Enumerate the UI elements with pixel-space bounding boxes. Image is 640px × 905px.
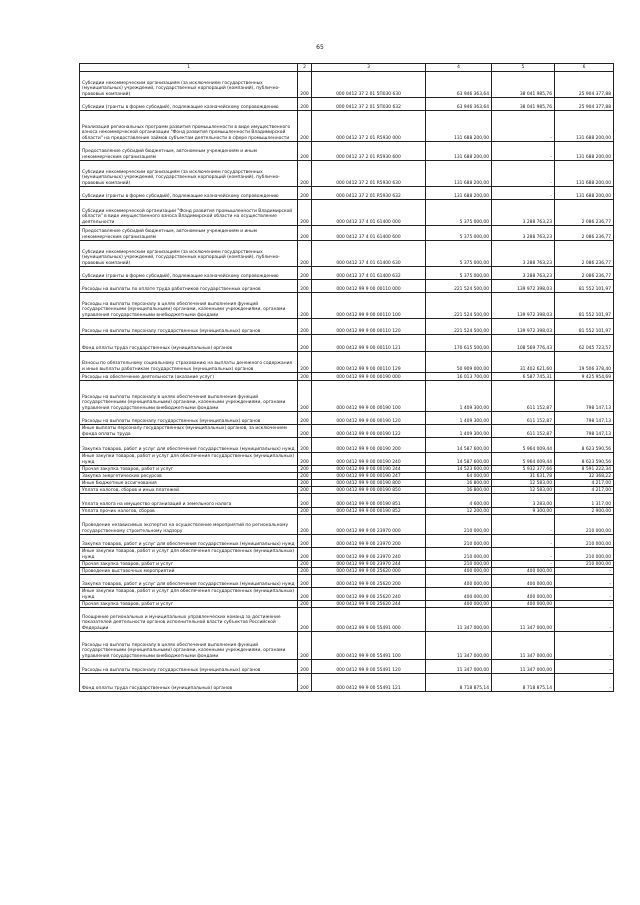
row-budget-code-cell: 000 0412 99 9 00 55491 000 xyxy=(312,608,426,632)
row-approved-amount-cell: 170 615 500,00 xyxy=(426,335,492,352)
row-approved-amount-cell: 400 000,00 xyxy=(426,575,492,588)
row-executed-amount-cell: 8 718 875,14 xyxy=(492,674,555,692)
table-row xyxy=(80,72,614,98)
row-unexecuted-amount-cell: 210 000,00 xyxy=(555,561,614,568)
row-approved-amount-cell: 210 000,00 xyxy=(426,515,492,535)
row-budget-code-cell: 000 0412 99 9 00 00190 800 xyxy=(312,480,426,487)
table-row xyxy=(80,373,614,381)
row-admin-code-cell: 200 xyxy=(298,453,312,466)
row-admin-code-cell: 200 xyxy=(298,466,312,473)
row-name-cell: Расходы на выплаты персоналу государственных (муниципальных) органов xyxy=(80,319,298,335)
row-admin-code-cell: 200 xyxy=(298,267,312,280)
row-budget-code-cell: 000 0412 37 4 01 61400 600 xyxy=(312,226,426,241)
row-approved-amount-cell: 63 946 363,64 xyxy=(426,98,492,111)
row-name-cell: Иные закупки товаров, работ и услуг для обеспечения государственных (муниципальных) нужд xyxy=(80,453,298,466)
row-approved-amount-cell: 16 013 700,00 xyxy=(426,373,492,381)
row-approved-amount-cell: 1 409 300,00 xyxy=(426,381,492,412)
row-approved-amount-cell: 1 409 300,00 xyxy=(426,425,492,438)
row-admin-code-cell: 200 xyxy=(298,352,312,373)
row-unexecuted-amount-cell: 2 086 236,77 xyxy=(555,200,614,226)
row-budget-code-cell: 000 0412 37 2 01 R5930 000 xyxy=(312,111,426,142)
header-col-1: 1 xyxy=(80,64,298,72)
row-admin-code-cell: 200 xyxy=(298,226,312,241)
row-admin-code-cell: 200 xyxy=(298,515,312,535)
row-executed-amount-cell: 3 288 763,23 xyxy=(492,241,555,267)
row-admin-code-cell: 200 xyxy=(298,373,312,381)
row-executed-amount-cell: 11 347 000,00 xyxy=(492,660,555,674)
row-executed-amount-cell: 5 932 377,66 xyxy=(492,466,555,473)
row-name-cell: Расходы на выплаты персоналу в целях обеспечения выполнения функций государственными (муниципальными) органами, казенными учреждениями, органами управления государственными внебюджетными фондами xyxy=(80,632,298,660)
row-admin-code-cell: 200 xyxy=(298,187,312,200)
row-name-cell: Предоставление субсидий бюджетным, автономным учреждениям и иным некоммерческим организациям xyxy=(80,142,298,161)
row-unexecuted-amount-cell: 210 000,00 xyxy=(555,535,614,548)
row-name-cell: Расходы на обеспечение деятельности (оказание услуг) xyxy=(80,373,298,381)
row-approved-amount-cell: 131 688 200,00 xyxy=(426,187,492,200)
row-name-cell: Субсидии (гранты в форме субсидий), подлежащие казначейскому сопровождению xyxy=(80,267,298,280)
row-admin-code-cell: 200 xyxy=(298,660,312,674)
row-name-cell: Проведение выставочных мероприятий xyxy=(80,568,298,575)
row-executed-amount-cell: 38 041 985,76 xyxy=(492,98,555,111)
row-admin-code-cell: 200 xyxy=(298,111,312,142)
row-name-cell: Закупка энергетических ресурсов xyxy=(80,473,298,480)
row-executed-amount-cell: - xyxy=(492,561,555,568)
row-unexecuted-amount-cell: - xyxy=(555,568,614,575)
row-executed-amount-cell: 31 631,78 xyxy=(492,473,555,480)
row-unexecuted-amount-cell: 1 317,00 xyxy=(555,494,614,508)
row-budget-code-cell: 000 0412 99 9 00 25620 000 xyxy=(312,568,426,575)
row-unexecuted-amount-cell: 131 688 200,00 xyxy=(555,161,614,187)
row-budget-code-cell: 000 0412 99 9 00 55491 121 xyxy=(312,674,426,692)
row-admin-code-cell: 200 xyxy=(298,200,312,226)
row-unexecuted-amount-cell: 81 552 101,97 xyxy=(555,319,614,335)
row-executed-amount-cell: - xyxy=(492,111,555,142)
row-unexecuted-amount-cell: 4 217,00 xyxy=(555,480,614,487)
row-executed-amount-cell: 139 972 398,03 xyxy=(492,319,555,335)
row-executed-amount-cell: 3 288 763,23 xyxy=(492,200,555,226)
table-row xyxy=(80,494,614,508)
row-admin-code-cell: 200 xyxy=(298,161,312,187)
row-executed-amount-cell: 5 964 009,44 xyxy=(492,453,555,466)
row-budget-code-cell: 000 0412 99 9 00 00190 851 xyxy=(312,494,426,508)
table-body xyxy=(80,72,614,692)
row-approved-amount-cell: 16 800,00 xyxy=(426,480,492,487)
row-budget-code-cell: 000 0412 37 4 01 61400 630 xyxy=(312,241,426,267)
row-budget-code-cell: 000 0412 99 9 00 00110 120 xyxy=(312,319,426,335)
row-approved-amount-cell: 5 375 000,00 xyxy=(426,267,492,280)
row-budget-code-cell: 000 0412 37 2 01 5П030 632 xyxy=(312,98,426,111)
row-executed-amount-cell: - xyxy=(492,548,555,561)
row-unexecuted-amount-cell: 210 000,00 xyxy=(555,515,614,535)
row-executed-amount-cell: 400 000,00 xyxy=(492,568,555,575)
row-unexecuted-amount-cell: 9 425 954,69 xyxy=(555,373,614,381)
row-budget-code-cell: 000 0412 99 9 00 25620 240 xyxy=(312,588,426,601)
row-name-cell: Расходы на выплаты персоналу государственных (муниципальных) органов xyxy=(80,412,298,425)
row-executed-amount-cell: 38 041 985,76 xyxy=(492,72,555,98)
table-row xyxy=(80,200,614,226)
row-admin-code-cell: 200 xyxy=(298,319,312,335)
row-approved-amount-cell: 14 587 600,00 xyxy=(426,438,492,453)
row-budget-code-cell: 000 0412 37 2 01 R5930 632 xyxy=(312,187,426,200)
table-row xyxy=(80,515,614,535)
row-unexecuted-amount-cell: - xyxy=(555,674,614,692)
row-unexecuted-amount-cell: 798 147,13 xyxy=(555,425,614,438)
row-executed-amount-cell: 108 569 776,43 xyxy=(492,335,555,352)
row-admin-code-cell: 200 xyxy=(298,494,312,508)
row-unexecuted-amount-cell: 81 552 101,97 xyxy=(555,293,614,319)
row-executed-amount-cell: 139 972 398,03 xyxy=(492,293,555,319)
row-name-cell: Прочая закупка товаров, работ и услуг xyxy=(80,561,298,568)
row-name-cell: Поощрение региональных и муниципальных управленческих команд за достижение показателей деятельности органов исполнительной власти субъектов Российской Федерации xyxy=(80,608,298,632)
table-row xyxy=(80,487,614,494)
row-budget-code-cell: 000 0412 37 4 01 61400 632 xyxy=(312,267,426,280)
table-row xyxy=(80,425,614,438)
row-name-cell: Иные бюджетные ассигнования xyxy=(80,480,298,487)
row-unexecuted-amount-cell: 25 904 377,88 xyxy=(555,72,614,98)
table-row xyxy=(80,98,614,111)
row-executed-amount-cell: - xyxy=(492,515,555,535)
row-name-cell: Закупка товаров, работ и услуг для обеспечения государственных (муниципальных) нужд xyxy=(80,575,298,588)
row-budget-code-cell: 000 0412 37 2 01 R5930 630 xyxy=(312,161,426,187)
table-row xyxy=(80,438,614,453)
row-admin-code-cell: 200 xyxy=(298,72,312,98)
row-approved-amount-cell: 63 946 363,64 xyxy=(426,72,492,98)
row-admin-code-cell: 200 xyxy=(298,381,312,412)
table-row xyxy=(80,480,614,487)
row-admin-code-cell: 200 xyxy=(298,674,312,692)
table-row xyxy=(80,453,614,466)
row-unexecuted-amount-cell: - xyxy=(555,601,614,608)
row-approved-amount-cell: 131 688 200,00 xyxy=(426,161,492,187)
row-name-cell: Фонд оплаты труда государственных (муниципальных) органов xyxy=(80,335,298,352)
row-unexecuted-amount-cell: 4 217,00 xyxy=(555,487,614,494)
row-unexecuted-amount-cell: 2 086 236,77 xyxy=(555,226,614,241)
table-row xyxy=(80,660,614,674)
row-budget-code-cell: 000 0412 99 9 00 00190 122 xyxy=(312,425,426,438)
row-budget-code-cell: 000 0412 99 9 00 00190 850 xyxy=(312,487,426,494)
row-unexecuted-amount-cell: - xyxy=(555,588,614,601)
row-name-cell: Субсидии (гранты в форме субсидий), подлежащие казначейскому сопровождению xyxy=(80,187,298,200)
row-name-cell: Иные выплаты персоналу государственных (муниципальных) органов, за исключением фонда оплаты труда xyxy=(80,425,298,438)
row-approved-amount-cell: 11 347 000,00 xyxy=(426,608,492,632)
row-admin-code-cell: 200 xyxy=(298,473,312,480)
row-executed-amount-cell: 11 347 000,00 xyxy=(492,632,555,660)
row-budget-code-cell: 000 0412 99 9 00 23970 240 xyxy=(312,548,426,561)
header-col-6: 6 xyxy=(555,64,614,72)
table-row xyxy=(80,352,614,373)
table-row xyxy=(80,267,614,280)
row-budget-code-cell: 000 0412 99 9 00 25620 200 xyxy=(312,575,426,588)
row-executed-amount-cell: 6 587 745,31 xyxy=(492,373,555,381)
row-executed-amount-cell: - xyxy=(492,535,555,548)
row-budget-code-cell: 000 0412 99 9 00 23970 200 xyxy=(312,535,426,548)
row-unexecuted-amount-cell: 131 688 200,00 xyxy=(555,142,614,161)
row-executed-amount-cell: 3 288 763,23 xyxy=(492,226,555,241)
row-admin-code-cell: 200 xyxy=(298,608,312,632)
table-row xyxy=(80,535,614,548)
row-executed-amount-cell: - xyxy=(492,187,555,200)
row-approved-amount-cell: 400 000,00 xyxy=(426,568,492,575)
row-executed-amount-cell: 11 347 000,00 xyxy=(492,608,555,632)
row-unexecuted-amount-cell: 62 045 723,57 xyxy=(555,335,614,352)
row-approved-amount-cell: 131 688 200,00 xyxy=(426,142,492,161)
table-row xyxy=(80,632,614,660)
table-row xyxy=(80,142,614,161)
row-budget-code-cell: 000 0412 99 9 00 00190 247 xyxy=(312,473,426,480)
table-row xyxy=(80,588,614,601)
row-name-cell: Уплата прочих налогов, сборов xyxy=(80,508,298,515)
row-name-cell: Закупка товаров, работ и услуг для обеспечения государственных (муниципальных) нужд xyxy=(80,535,298,548)
row-admin-code-cell: 200 xyxy=(298,425,312,438)
row-approved-amount-cell: 14 523 600,00 xyxy=(426,466,492,473)
row-unexecuted-amount-cell: 131 688 200,00 xyxy=(555,111,614,142)
row-budget-code-cell: 000 0412 99 9 00 55491 100 xyxy=(312,632,426,660)
row-admin-code-cell: 200 xyxy=(298,293,312,319)
row-budget-code-cell: 000 0412 37 4 01 61400 000 xyxy=(312,200,426,226)
row-approved-amount-cell: 50 909 000,00 xyxy=(426,352,492,373)
table-row xyxy=(80,601,614,608)
row-unexecuted-amount-cell: 210 000,00 xyxy=(555,548,614,561)
row-name-cell: Уплата налогов, сборов и иных платежей xyxy=(80,487,298,494)
row-unexecuted-amount-cell: 8 591 222,34 xyxy=(555,466,614,473)
row-budget-code-cell: 000 0412 99 9 00 00190 100 xyxy=(312,381,426,412)
row-unexecuted-amount-cell: 798 147,13 xyxy=(555,412,614,425)
table-row xyxy=(80,508,614,515)
row-approved-amount-cell: 4 600,00 xyxy=(426,494,492,508)
row-name-cell: Предоставление субсидий бюджетным, автономным учреждениям и иным некоммерческим организациям xyxy=(80,226,298,241)
row-unexecuted-amount-cell: 32 368,22 xyxy=(555,473,614,480)
row-name-cell: Иные закупки товаров, работ и услуг для обеспечения государственных (муниципальных) нужд xyxy=(80,548,298,561)
row-admin-code-cell: 200 xyxy=(298,588,312,601)
table-row xyxy=(80,241,614,267)
row-admin-code-cell: 200 xyxy=(298,480,312,487)
table-row xyxy=(80,674,614,692)
row-executed-amount-cell: 611 152,87 xyxy=(492,425,555,438)
row-admin-code-cell: 200 xyxy=(298,548,312,561)
row-approved-amount-cell: 11 347 000,00 xyxy=(426,632,492,660)
table-row xyxy=(80,381,614,412)
header-col-5: 5 xyxy=(492,64,555,72)
header-col-2: 2 xyxy=(298,64,312,72)
table-row xyxy=(80,280,614,293)
row-name-cell: Взносы по обязательному социальному страхованию на выплаты денежного содержания и иные выплаты работникам государственных (муниципальных) органов xyxy=(80,352,298,373)
row-admin-code-cell: 200 xyxy=(298,280,312,293)
table-row xyxy=(80,548,614,561)
row-budget-code-cell: 000 0412 99 9 00 23970 000 xyxy=(312,515,426,535)
row-approved-amount-cell: 210 000,00 xyxy=(426,535,492,548)
row-approved-amount-cell: 12 200,00 xyxy=(426,508,492,515)
row-admin-code-cell: 200 xyxy=(298,632,312,660)
table-row xyxy=(80,319,614,335)
header-col-3: 3 xyxy=(312,64,426,72)
row-budget-code-cell: 000 0412 99 9 00 00190 200 xyxy=(312,438,426,453)
row-admin-code-cell: 200 xyxy=(298,98,312,111)
row-executed-amount-cell: 31 402 621,60 xyxy=(492,352,555,373)
row-admin-code-cell: 200 xyxy=(298,142,312,161)
row-name-cell: Расходы на выплаты по оплате труда работников государственных органов xyxy=(80,280,298,293)
row-name-cell: Реализация региональных программ развития промышленности в виде имущественного взноса некоммерческой организации "Фонд развития промышленности Владимирской области" на предоставление займов субъектам деятельности в сфере промышленности xyxy=(80,111,298,142)
row-budget-code-cell: 000 0412 99 9 00 00110 000 xyxy=(312,280,426,293)
row-name-cell: Уплата налога на имущество организаций и земельного налога xyxy=(80,494,298,508)
row-name-cell: Расходы на выплаты персоналу государственных (муниципальных) органов xyxy=(80,660,298,674)
row-unexecuted-amount-cell: 2 086 236,77 xyxy=(555,241,614,267)
row-admin-code-cell: 200 xyxy=(298,487,312,494)
row-executed-amount-cell: 9 300,00 xyxy=(492,508,555,515)
row-unexecuted-amount-cell: 81 552 101,97 xyxy=(555,280,614,293)
row-approved-amount-cell: 16 800,00 xyxy=(426,487,492,494)
table-row xyxy=(80,568,614,575)
row-approved-amount-cell: 5 375 000,00 xyxy=(426,226,492,241)
table-row xyxy=(80,187,614,200)
row-name-cell: Субсидии (гранты в форме субсидий), подлежащие казначейскому сопровождению xyxy=(80,98,298,111)
row-admin-code-cell: 200 xyxy=(298,508,312,515)
row-unexecuted-amount-cell: 131 688 200,00 xyxy=(555,187,614,200)
row-approved-amount-cell: 5 375 000,00 xyxy=(426,200,492,226)
row-unexecuted-amount-cell: - xyxy=(555,632,614,660)
row-approved-amount-cell: 221 524 500,00 xyxy=(426,280,492,293)
row-admin-code-cell: 200 xyxy=(298,335,312,352)
row-approved-amount-cell: 400 000,00 xyxy=(426,588,492,601)
table-row xyxy=(80,293,614,319)
row-unexecuted-amount-cell: 25 904 377,88 xyxy=(555,98,614,111)
row-executed-amount-cell: - xyxy=(492,161,555,187)
row-name-cell: Субсидии некоммерческим организациям (за исключением государственных (муниципальных) учреждений, государственных корпораций (компаний), публично-правовых компаний) xyxy=(80,72,298,98)
row-admin-code-cell: 200 xyxy=(298,535,312,548)
row-unexecuted-amount-cell: - xyxy=(555,575,614,588)
row-admin-code-cell: 200 xyxy=(298,241,312,267)
row-executed-amount-cell: 611 152,87 xyxy=(492,412,555,425)
row-budget-code-cell: 000 0412 99 9 00 00190 244 xyxy=(312,466,426,473)
row-name-cell: Расходы на выплаты персоналу в целях обеспечения выполнения функций государственными (муниципальными) органами, казенными учреждениями, органами управления государственными внебюджетными фондами xyxy=(80,293,298,319)
row-executed-amount-cell: - xyxy=(492,142,555,161)
row-approved-amount-cell: 5 375 000,00 xyxy=(426,241,492,267)
row-executed-amount-cell: 400 000,00 xyxy=(492,601,555,608)
row-admin-code-cell: 200 xyxy=(298,412,312,425)
row-admin-code-cell: 200 xyxy=(298,568,312,575)
row-budget-code-cell: 000 0412 99 9 00 00110 121 xyxy=(312,335,426,352)
row-approved-amount-cell: 11 347 000,00 xyxy=(426,660,492,674)
row-executed-amount-cell: 400 000,00 xyxy=(492,588,555,601)
table-row xyxy=(80,226,614,241)
row-budget-code-cell: 000 0412 99 9 00 00190 120 xyxy=(312,412,426,425)
table-row xyxy=(80,466,614,473)
row-executed-amount-cell: 139 972 398,03 xyxy=(492,280,555,293)
row-name-cell: Субсидии некоммерческим организациям (за исключением государственных (муниципальных) учреждений, государственных корпораций (компаний), публично-правовых компаний) xyxy=(80,241,298,267)
row-approved-amount-cell: 400 000,00 xyxy=(426,601,492,608)
row-unexecuted-amount-cell: - xyxy=(555,608,614,632)
row-approved-amount-cell: 131 688 200,00 xyxy=(426,111,492,142)
table-row xyxy=(80,575,614,588)
page-number: 65 xyxy=(316,44,324,51)
row-name-cell: Проведение независимых экспертиз на осуществление мероприятий по региональному государственному строительному надзору xyxy=(80,515,298,535)
row-budget-code-cell: 000 0412 37 2 01 5П030 630 xyxy=(312,72,426,98)
row-unexecuted-amount-cell: 2 900,00 xyxy=(555,508,614,515)
row-admin-code-cell: 200 xyxy=(298,601,312,608)
table-row xyxy=(80,608,614,632)
row-budget-code-cell: 000 0412 99 9 00 23970 244 xyxy=(312,561,426,568)
row-executed-amount-cell: 12 583,00 xyxy=(492,480,555,487)
row-executed-amount-cell: 12 583,00 xyxy=(492,487,555,494)
row-budget-code-cell: 000 0412 99 9 00 00190 000 xyxy=(312,373,426,381)
header-col-4: 4 xyxy=(426,64,492,72)
row-name-cell: Субсидии некоммерческой организации "Фонд развития промышленности Владимирской области" в виде имущественного взноса Владимирской области на осуществление деятельности xyxy=(80,200,298,226)
table-row xyxy=(80,473,614,480)
row-budget-code-cell: 000 0412 99 9 00 55491 120 xyxy=(312,660,426,674)
row-admin-code-cell: 200 xyxy=(298,575,312,588)
table-row xyxy=(80,335,614,352)
row-admin-code-cell: 200 xyxy=(298,438,312,453)
row-approved-amount-cell: 1 409 300,00 xyxy=(426,412,492,425)
row-name-cell: Закупка товаров, работ и услуг для обеспечения государственных (муниципальных) нужд xyxy=(80,438,298,453)
row-approved-amount-cell: 210 000,00 xyxy=(426,548,492,561)
row-budget-code-cell: 000 0412 37 2 01 R5930 600 xyxy=(312,142,426,161)
table-row xyxy=(80,161,614,187)
row-budget-code-cell: 000 0412 99 9 00 00190 852 xyxy=(312,508,426,515)
table-header-row xyxy=(80,64,614,72)
row-executed-amount-cell: 611 152,87 xyxy=(492,381,555,412)
row-name-cell: Расходы на выплаты персоналу в целях обеспечения выполнения функций государственными (муниципальными) органами, казенными учреждениями, органами управления государственными внебюджетными фондами xyxy=(80,381,298,412)
row-executed-amount-cell: 3 283,00 xyxy=(492,494,555,508)
row-budget-code-cell: 000 0412 99 9 00 00110 100 xyxy=(312,293,426,319)
row-approved-amount-cell: 8 718 875,14 xyxy=(426,674,492,692)
row-admin-code-cell: 200 xyxy=(298,561,312,568)
row-name-cell: Субсидии некоммерческим организациям (за исключением государственных (муниципальных) учреждений, государственных корпораций (компаний), публично-правовых компаний) xyxy=(80,161,298,187)
row-approved-amount-cell: 221 524 500,00 xyxy=(426,293,492,319)
budget-execution-table xyxy=(79,63,614,692)
row-name-cell: Прочая закупка товаров, работ и услуг xyxy=(80,466,298,473)
row-name-cell: Прочая закупка товаров, работ и услуг xyxy=(80,601,298,608)
row-executed-amount-cell: 3 288 763,23 xyxy=(492,267,555,280)
row-approved-amount-cell: 14 587 600,00 xyxy=(426,453,492,466)
row-unexecuted-amount-cell: 2 086 236,77 xyxy=(555,267,614,280)
row-unexecuted-amount-cell: 798 147,13 xyxy=(555,381,614,412)
table-row xyxy=(80,561,614,568)
row-unexecuted-amount-cell: 8 623 590,56 xyxy=(555,453,614,466)
row-executed-amount-cell: 400 000,00 xyxy=(492,575,555,588)
row-budget-code-cell: 000 0412 99 9 00 25620 244 xyxy=(312,601,426,608)
table-row xyxy=(80,412,614,425)
row-budget-code-cell: 000 0412 99 9 00 00110 129 xyxy=(312,352,426,373)
table-row xyxy=(80,111,614,142)
row-budget-code-cell: 000 0412 99 9 00 00190 240 xyxy=(312,453,426,466)
row-unexecuted-amount-cell: 8 623 590,56 xyxy=(555,438,614,453)
row-unexecuted-amount-cell: 19 506 378,40 xyxy=(555,352,614,373)
row-name-cell: Фонд оплаты труда государственных (муниципальных) органов xyxy=(80,674,298,692)
row-approved-amount-cell: 64 000,00 xyxy=(426,473,492,480)
row-executed-amount-cell: 5 964 009,44 xyxy=(492,438,555,453)
row-name-cell: Иные закупки товаров, работ и услуг для обеспечения государственных (муниципальных) нужд xyxy=(80,588,298,601)
row-unexecuted-amount-cell: - xyxy=(555,660,614,674)
row-approved-amount-cell: 210 000,00 xyxy=(426,561,492,568)
row-approved-amount-cell: 221 524 500,00 xyxy=(426,319,492,335)
